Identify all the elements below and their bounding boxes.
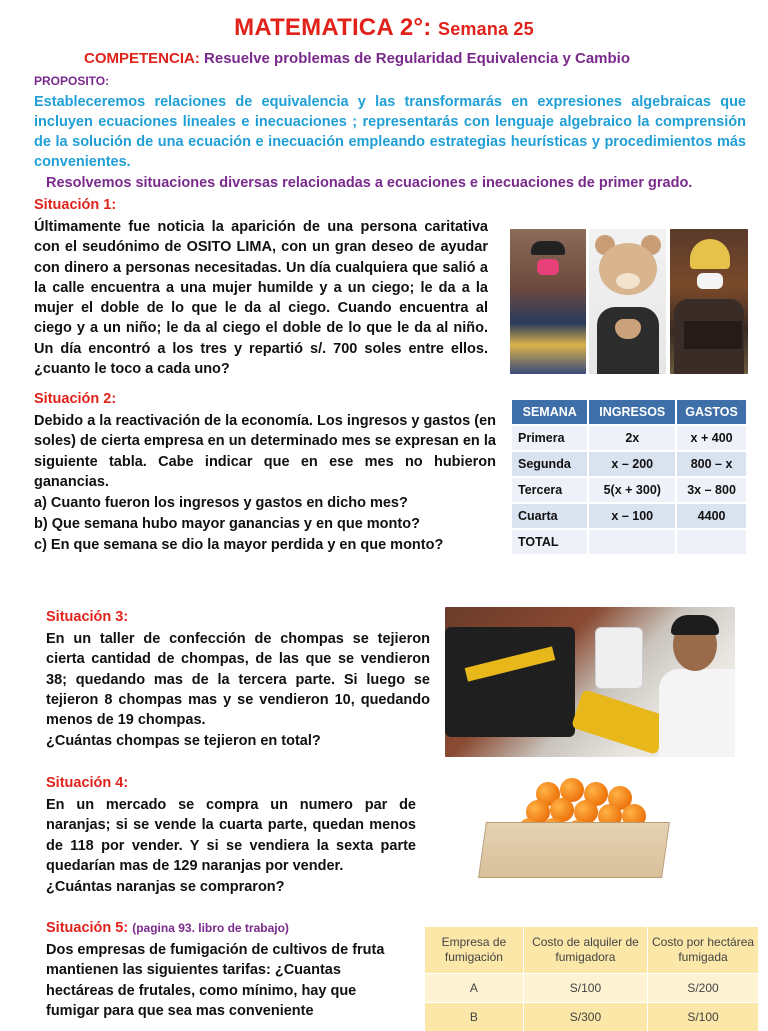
situacion-5-title (46, 920, 289, 936)
cell-ingresos: x – 200 (589, 452, 675, 476)
header-empresa: Empresa de fumigación (425, 927, 523, 974)
situacion-3-question: ¿Cuántas chompas se tejieron en total? (46, 731, 430, 751)
table-header-row (425, 927, 759, 974)
cap-shape (531, 241, 565, 255)
heart-hands-icon (615, 319, 641, 339)
situacion-2-question-b: b) Que semana hubo mayor ganancias y en que monto? (34, 514, 504, 534)
cell-empresa: B (425, 1003, 523, 1031)
ingresos-gastos-table (510, 398, 748, 556)
photo-man-helmet (670, 229, 748, 374)
situacion-2-title: Situación 2: (34, 391, 116, 407)
header-gastos: GASTOS (677, 400, 746, 424)
cell-ingresos: 5(x + 300) (589, 478, 675, 502)
cell-gastos: 3x – 800 (677, 478, 746, 502)
table-header-row (512, 400, 746, 424)
table-row (425, 974, 759, 1003)
table-row (512, 426, 746, 450)
header-costo-alquiler: Costo de alquiler de fumigadora (523, 927, 647, 974)
header-ingresos: INGRESOS (589, 400, 675, 424)
cell-gastos: x + 400 (677, 426, 746, 450)
fabric-yellow (571, 689, 669, 755)
competencia (84, 50, 630, 67)
situacion-4-text: En un mercado se compra un numero par de naranjas; si se vende la cuarta parte, quedan menos de 118 por vender. Y si se vendiera la sexta parte quedarían mas de 129 naranjas por vender. (46, 795, 416, 876)
proposito-label: PROPOSITO: (34, 74, 109, 88)
title-main: MATEMATICA 2°: (234, 14, 431, 41)
cell-empresa: A (425, 974, 523, 1003)
cell-semana: Segunda (512, 452, 587, 476)
situacion-5-note: (pagina 93. libro de trabajo) (132, 921, 289, 935)
photo-sewing-workshop (445, 607, 735, 757)
cell-semana: Tercera (512, 478, 587, 502)
cell-gastos: 800 – x (677, 452, 746, 476)
cell-costo-hectarea: S/100 (648, 1003, 759, 1031)
mask-shape (537, 259, 559, 275)
competencia-label: COMPETENCIA: (84, 50, 200, 67)
situacion-3-text: En un taller de confección de chompas se tejieron cierta cantidad de chompas, de las que se vendieron 38; quedando mas de la tercera parte. Si luego se tejieron 8 chompas mas y se vendieron 10, quedando menos de 19 chompas. (46, 629, 430, 730)
photo-orange-crate (478, 778, 668, 876)
bear-snout (616, 273, 640, 289)
resolvemos-text: Resolvemos situaciones diversas relacionadas a ecuaciones e inecuaciones de primer grado. (46, 175, 692, 191)
situacion-2-text: Debido a la reactivación de la economía. Los ingresos y gastos (en soles) de cierta empresa en un determinado mes se expresan en la siguiente tabla. Cabe indicar que en ese mes no hubieron ganancias. (34, 411, 496, 492)
competencia-text: Resuelve problemas de Regularidad Equivalencia y Cambio (204, 50, 630, 67)
worker-hair (671, 615, 719, 635)
situacion-4-title: Situación 4: (46, 775, 128, 791)
header-costo-hectarea: Costo por hectárea fumigada (648, 927, 759, 974)
table-row (512, 478, 746, 502)
photo-bear-mascot (589, 229, 666, 374)
sewing-machine-icon (595, 627, 643, 689)
cell-costo-alquiler: S/100 (523, 974, 647, 1003)
cell-semana: Primera (512, 426, 587, 450)
helmet-shape (690, 239, 730, 269)
crate-shape (478, 822, 670, 878)
situacion-3-title: Situación 3: (46, 609, 128, 625)
photo-woman (510, 229, 586, 374)
cell-total-gastos (677, 530, 746, 554)
situacion-4-question: ¿Cuántas naranjas se compraron? (46, 877, 416, 897)
photo-caption (684, 321, 742, 349)
cell-gastos: 4400 (677, 504, 746, 528)
cell-ingresos: x – 100 (589, 504, 675, 528)
cell-total-ingresos (589, 530, 675, 554)
mask-shape (697, 273, 723, 289)
situacion-2-question-a: a) Cuanto fueron los ingresos y gastos en dicho mes? (34, 493, 504, 513)
situacion-1-title: Situación 1: (34, 197, 116, 213)
proposito-text: Estableceremos relaciones de equivalencia y las transformarás en expresiones algebraicas que incluyen ecuaciones lineales e inecuaciones ; representarás con lenguaje algebraico la comprensión de la solución de una ecuación e inecuación empleando estrategias heurísticas y procedimientos más convenientes. (34, 92, 746, 172)
title-week: Semana 25 (438, 19, 534, 39)
cell-ingresos: 2x (589, 426, 675, 450)
header-semana: SEMANA (512, 400, 587, 424)
table-row (512, 504, 746, 528)
table-total-row (512, 530, 746, 554)
page-title (0, 14, 768, 42)
situacion-5-text: Dos empresas de fumigación de cultivos de fruta mantienen las siguientes tarifas: ¿Cuantas hectáreas de frutales, como mínimo, hay que fumigar para que sea mas conveniente (46, 940, 394, 1021)
fumigacion-table (425, 927, 759, 1031)
table-row (425, 1003, 759, 1031)
cell-costo-alquiler: S/300 (523, 1003, 647, 1031)
cell-semana: Cuarta (512, 504, 587, 528)
situacion-5-title-text: Situación 5: (46, 920, 128, 936)
situacion-1-text: Últimamente fue noticia la aparición de una persona caritativa con el seudónimo de OSITO LIMA, con un gran deseo de ayudar con dinero a personas necesitadas. Un día cualquiera que salió a la calle encuentra a una mujer humilde y a un ciego; le da a la mujer el doble de lo que le da al ciego. Cuando encuentra al ciego y a un niño; le da al ciego el doble de lo que le da al niño. Un día encontró a los tres y repartió s/. 700 soles entre ellos. ¿cuanto le toco a cada uno? (34, 217, 488, 379)
situacion-2-question-c: c) En que semana se dio la mayor perdida y en que monto? (34, 535, 504, 555)
table-row (512, 452, 746, 476)
fabric-black (445, 627, 575, 737)
worker-body (659, 669, 735, 757)
cell-costo-hectarea: S/200 (648, 974, 759, 1003)
cell-total-label: TOTAL (512, 530, 587, 554)
bear-body (597, 307, 659, 374)
